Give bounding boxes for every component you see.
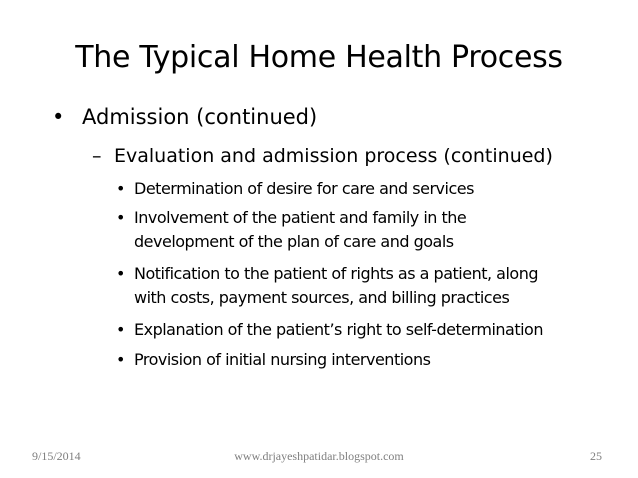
bullet-level3-text bbox=[134, 206, 632, 254]
bullet-level2-text: Evaluation and admission process (continued) bbox=[114, 145, 553, 167]
bullet-dot-icon: • bbox=[116, 264, 126, 283]
bullet-dot-icon: • bbox=[116, 179, 126, 198]
bullet-line: Provision of initial nursing interventions bbox=[134, 350, 431, 369]
dash-bullet-icon: – bbox=[92, 145, 102, 167]
bullet-level3-text bbox=[134, 318, 632, 342]
bullet-dot-icon: • bbox=[116, 320, 126, 339]
bullet-line: Notification to the patient of rights as a patient, along bbox=[134, 264, 538, 283]
bullet-line: development of the plan of care and goals bbox=[134, 232, 454, 251]
footer-url: www.drjayeshpatidar.blogspot.com bbox=[234, 449, 404, 463]
footer-date: 9/15/2014 bbox=[32, 449, 81, 463]
bullet-level3-text bbox=[134, 348, 632, 372]
bullet-level3-text bbox=[134, 177, 632, 201]
bullet-dot-icon: • bbox=[52, 105, 65, 129]
bullet-level1-text: Admission (continued) bbox=[82, 105, 318, 129]
bullet-line: Involvement of the patient and family in the bbox=[134, 208, 467, 227]
bullet-line: Determination of desire for care and services bbox=[134, 179, 474, 198]
slide-title: The Typical Home Health Process bbox=[75, 40, 563, 75]
bullet-dot-icon: • bbox=[116, 350, 126, 369]
bullet-line: Explanation of the patient’s right to self-determination bbox=[134, 320, 543, 339]
slide-number: 25 bbox=[590, 449, 602, 463]
bullet-level3-text bbox=[134, 262, 632, 310]
bullet-dot-icon: • bbox=[116, 208, 126, 227]
bullet-line: with costs, payment sources, and billing practices bbox=[134, 288, 510, 307]
